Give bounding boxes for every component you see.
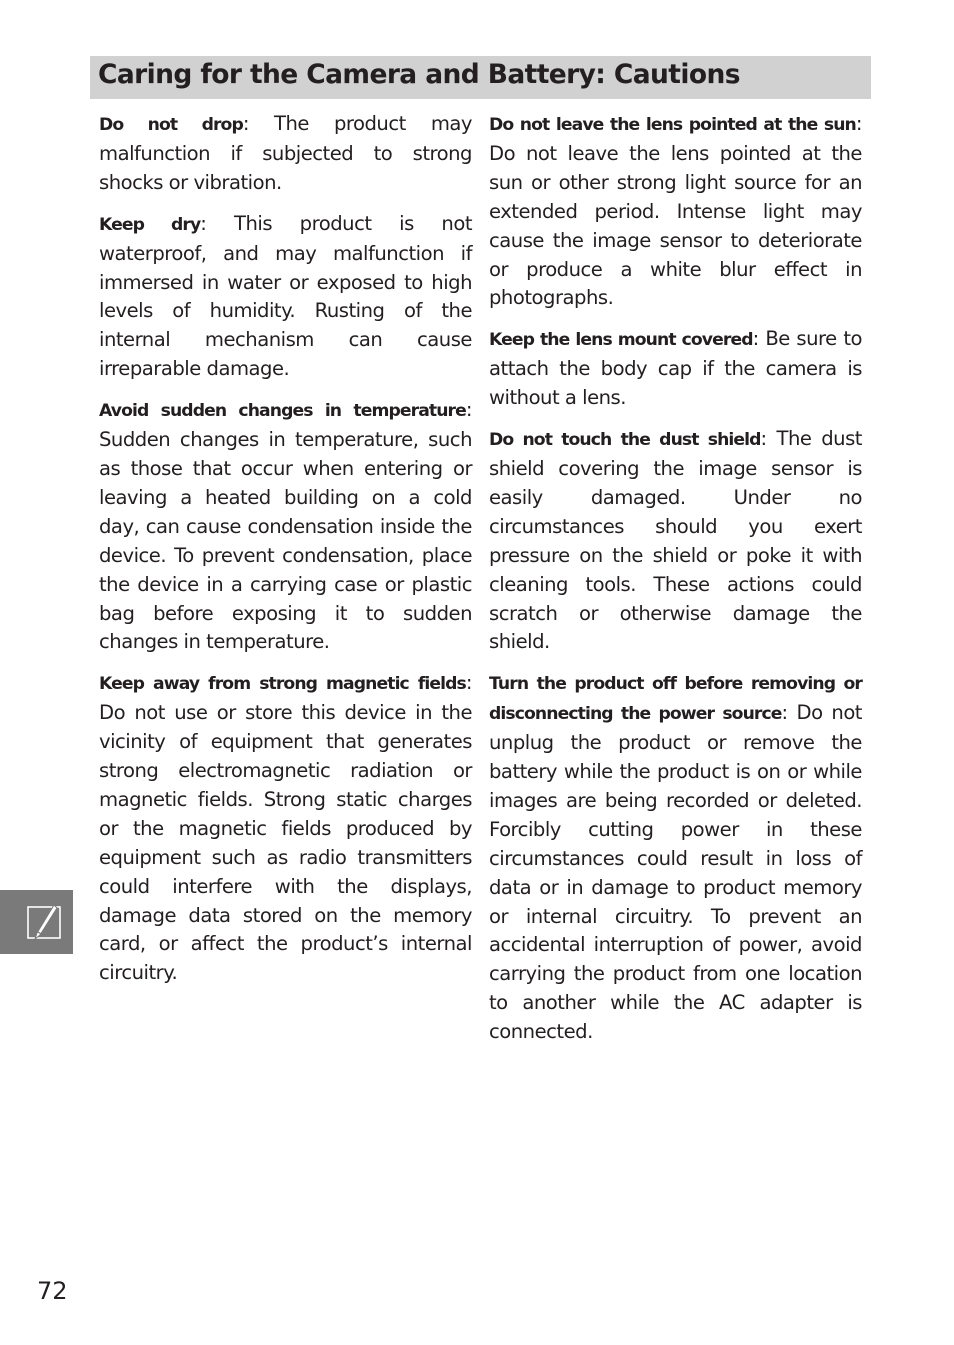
caution-keep-dry xyxy=(99,210,472,384)
caution-text: : Be sure to attach the body cap if the camera is without a lens. xyxy=(489,327,863,410)
notes-pen-icon xyxy=(24,902,64,942)
caution-lens-mount xyxy=(489,325,862,413)
section-title-bar xyxy=(90,56,871,99)
caution-heading: Keep the lens mount covered xyxy=(489,330,753,351)
section-side-tab xyxy=(0,890,73,954)
caution-text: : Sudden changes in temperature, such as those that occur when entering or leaving a heated building on a cold day, can cause condensation inside the device. To prevent condensation, place the device in a carrying case or plastic bag before exposing it to sudden changes in temperature. xyxy=(99,398,472,654)
caution-power-source xyxy=(489,669,862,1047)
right-column xyxy=(489,110,862,1059)
caution-text: : The product may malfunction if subjected to strong shocks or vibration. xyxy=(99,112,473,194)
caution-do-not-drop xyxy=(99,110,472,198)
caution-dust-shield xyxy=(489,425,862,657)
caution-magnetic-fields xyxy=(99,669,472,988)
caution-heading: Avoid sudden changes in temperature xyxy=(99,401,466,422)
caution-lens-sun xyxy=(489,110,862,313)
caution-heading: Do not drop xyxy=(99,115,243,135)
caution-text: : Do not unplug the product or remove the battery while the product is on or while images are being recorded or deleted. Forcibly cutting power in these circumstances could result in loss of data or in damage to product memory or internal circuitry. To prevent an accidental interruption of power, avoid carrying the product from one location to another while the AC adapter is connected. xyxy=(489,701,862,1044)
caution-heading: Keep away from strong magnetic fields xyxy=(99,674,466,695)
caution-temperature xyxy=(99,396,472,657)
caution-heading: Keep dry xyxy=(99,214,201,235)
caution-text: : The dust shield covering the image sensor is easily damaged. Under no circumstances should you exert pressure on the shield or poke it with cleaning tools. These actions could scratch or otherwise damage the shield. xyxy=(489,427,862,654)
page-title: Caring for the Camera and Battery: Cautions xyxy=(98,59,740,90)
left-column xyxy=(99,110,472,1000)
page-number: 72 xyxy=(37,1277,68,1305)
caution-heading: Do not leave the lens pointed at the sun xyxy=(489,115,856,135)
caution-text: : This product is not waterproof, and may malfunction if immersed in water or exposed to high levels of humidity. Rusting of the internal mechanism can cause irreparable damage. xyxy=(99,211,473,381)
caution-text: : Do not leave the lens pointed at the sun or other strong light source for an extended period. Intense light may cause the image sensor to deteriorate or produce a white blur effect in photographs. xyxy=(489,112,862,310)
caution-text: : Do not use or store this device in the vicinity of equipment that generates strong electromagnetic radiation or magnetic fields. Strong static charges or the magnetic fields produced by equipment such as radio transmitters could interfere with the displays, damage data stored on the memory card, or affect the product’s internal circuitry. xyxy=(99,671,472,985)
caution-heading: Turn the product off before removing or disconnecting the power source xyxy=(489,674,862,725)
caution-heading: Do not touch the dust shield xyxy=(489,430,761,451)
